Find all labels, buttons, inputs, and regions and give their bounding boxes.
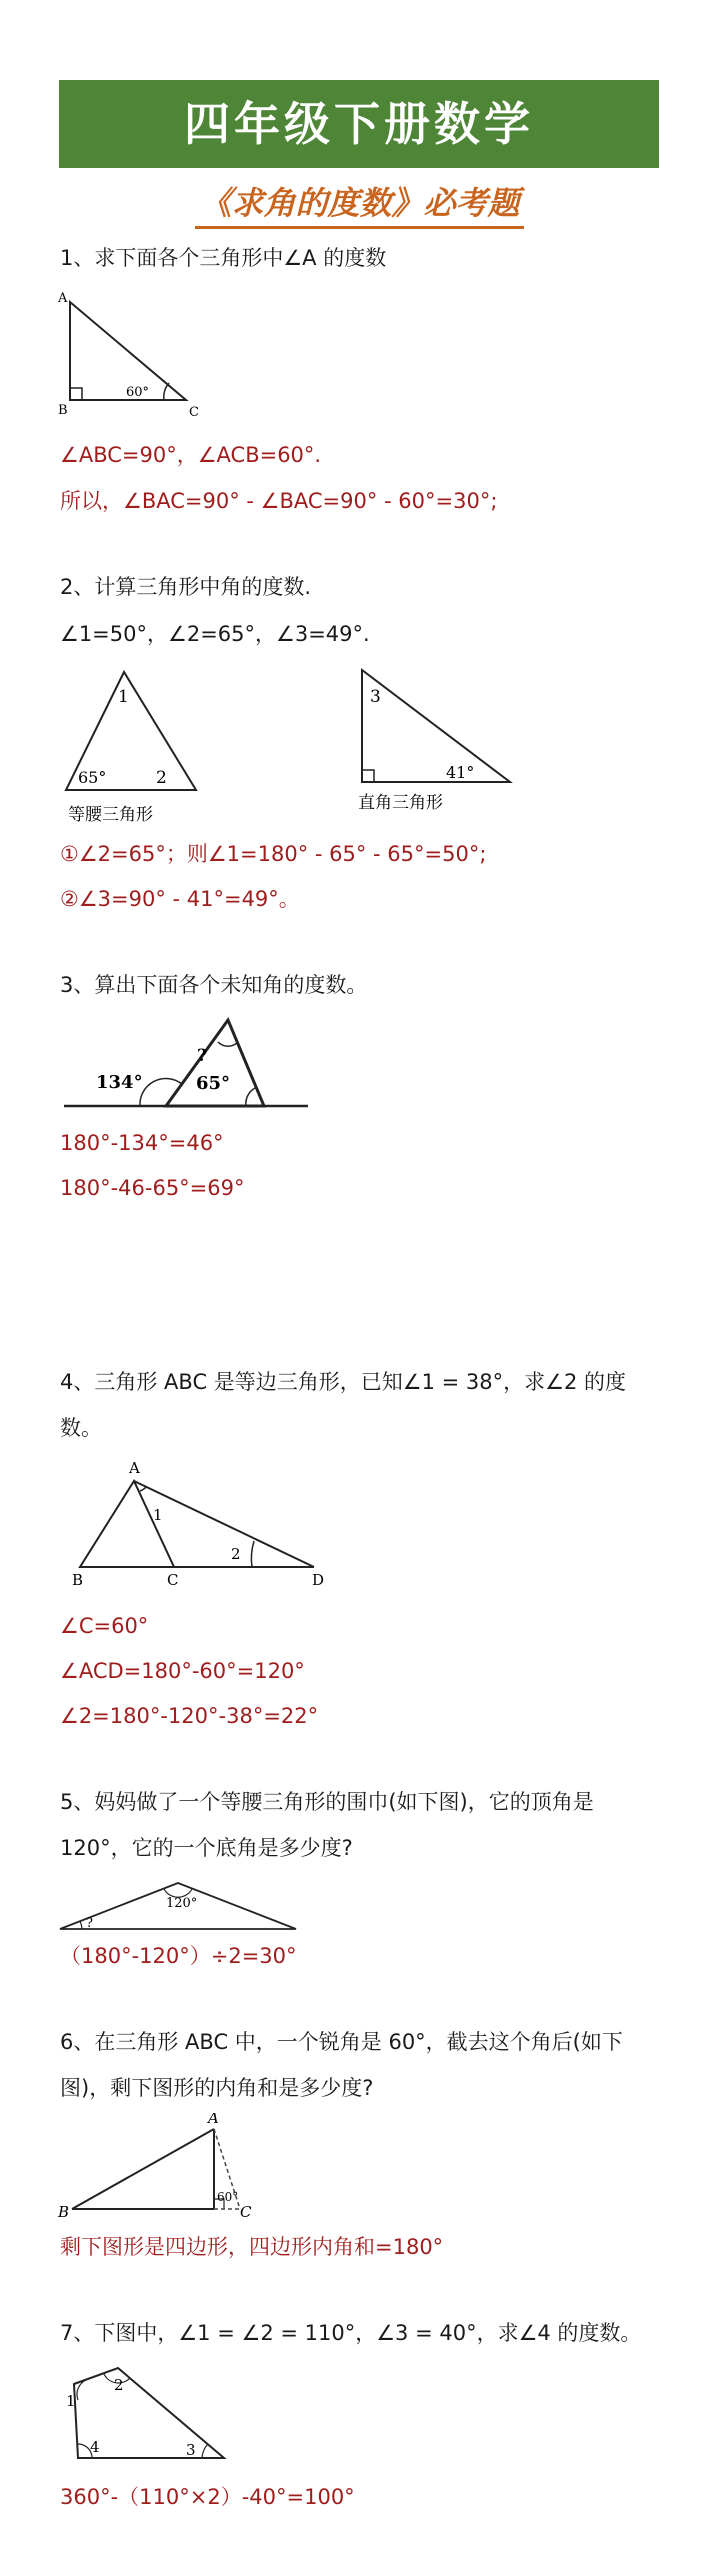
q1-label-c: C	[189, 405, 199, 418]
q7-answer-1: 360°-（110°×2）-40°=100°	[60, 2485, 355, 2509]
q5-question-line-1: 5、妈妈做了一个等腰三角形的围巾(如下图)，它的顶角是	[60, 1790, 594, 1814]
q3-question: 3、算出下面各个未知角的度数。	[60, 973, 368, 997]
q1-label-b: B	[58, 403, 68, 418]
title-banner	[59, 80, 659, 168]
q4-answer-3: ∠2=180°-120°-38°=22°	[60, 1704, 319, 1728]
q3-angle-arc	[246, 1088, 255, 1106]
q4-label-c: C	[167, 1571, 179, 1589]
q2-answer-1: ①∠2=65°；则∠1=180° - 65° - 65°=50°;	[60, 842, 487, 866]
q4-angle-1-arc	[140, 1487, 146, 1491]
q1-answer-2: 所以，∠BAC=90° - ∠BAC=90° - 60°=30°;	[60, 489, 498, 513]
q2-right-angle-mark	[362, 770, 374, 782]
q6-question-line-1: 6、在三角形 ABC 中，一个锐角是 60°，截去这个角后(如下	[60, 2030, 623, 2054]
q4-segment-ad	[134, 1481, 314, 1567]
q6-label-b: B	[58, 2203, 70, 2221]
q7-label-4: 4	[90, 2438, 100, 2456]
q4-label-1: 1	[153, 1506, 163, 1524]
q3-label-65: 65°	[196, 1073, 231, 1094]
q7-label-3: 3	[186, 2441, 196, 2459]
q1-answer-1: ∠ABC=90°，∠ACB=60°.	[60, 443, 322, 467]
q4-label-a: A	[129, 1459, 140, 1477]
q2-given: ∠1=50°，∠2=65°，∠3=49°.	[60, 622, 370, 646]
q4-figure	[56, 1455, 346, 1595]
page-title: 四年级下册数学	[184, 97, 534, 151]
q2-label-1: 1	[118, 687, 129, 707]
q2-label-65: 65°	[78, 768, 107, 787]
q5-label-apex: 120°	[166, 1896, 198, 1911]
q7-question: 7、下图中，∠1 = ∠2 = 110°，∠3 = 40°，求∠4 的度数。	[60, 2321, 642, 2345]
q2-right-triangle	[362, 670, 510, 782]
q1-label-a: A	[58, 291, 68, 306]
q2-caption-right: 直角三角形	[358, 793, 443, 813]
subtitle-text: 《求角的度数》必考题	[195, 184, 523, 229]
q2-figure-right	[350, 662, 520, 822]
q3-figure	[56, 1012, 316, 1122]
q1-figure	[56, 288, 206, 418]
q6-side-ba	[72, 2129, 214, 2209]
q1-question: 1、求下面各个三角形中∠A 的度数	[60, 246, 387, 270]
q5-answer-1: （180°-120°）÷2=30°	[60, 1944, 297, 1968]
q6-answer-1: 剩下图形是四边形，四边形内角和=180°	[60, 2235, 444, 2259]
q4-answer-2: ∠ACD=180°-60°=120°	[60, 1659, 305, 1683]
q5-figure	[56, 1873, 306, 1943]
q1-right-angle-mark	[70, 388, 82, 400]
q7-angle-3-arc	[202, 2444, 208, 2458]
q2-label-41: 41°	[446, 763, 475, 782]
subtitle	[0, 178, 719, 224]
q4-label-d: D	[312, 1571, 325, 1589]
q3-answer-1: 180°-134°=46°	[60, 1131, 224, 1155]
q6-label-60: 60°	[217, 2190, 239, 2204]
q5-question-line-2: 120°，它的一个底角是多少度?	[60, 1836, 353, 1860]
q5-base-arc	[80, 1921, 82, 1929]
q6-question-line-2: 图)，剩下图形的内角和是多少度?	[60, 2076, 374, 2100]
q5-label-unknown: ?	[86, 1916, 93, 1931]
q6-label-a: A	[208, 2113, 219, 2127]
q2-question: 2、计算三角形中角的度数.	[60, 575, 312, 599]
q4-answer-1: ∠C=60°	[60, 1614, 149, 1638]
q1-angle-label: 60°	[126, 385, 150, 400]
q6-label-c: C	[240, 2203, 252, 2221]
q4-question-line-1: 4、三角形 ABC 是等边三角形，已知∠1 = 38°，求∠2 的度	[60, 1370, 626, 1394]
q2-label-2: 2	[156, 768, 167, 788]
q3-label-134: 134°	[96, 1072, 143, 1093]
q7-label-1: 1	[66, 2392, 76, 2410]
q3-top-arc	[218, 1042, 238, 1046]
q6-figure	[56, 2113, 296, 2228]
q3-answer-2: 180°-46-65°=69°	[60, 1176, 245, 1200]
q4-label-2: 2	[231, 1545, 241, 1563]
q2-answer-2: ②∠3=90° - 41°=49°。	[60, 887, 300, 911]
q4-question-line-2: 数。	[60, 1416, 102, 1440]
q3-label-unknown: ?	[197, 1046, 207, 1066]
q2-label-3: 3	[370, 687, 381, 707]
q4-label-b: B	[72, 1571, 84, 1589]
q2-caption-isosceles: 等腰三角形	[68, 805, 153, 825]
q7-figure	[56, 2360, 236, 2470]
q7-label-2: 2	[114, 2376, 124, 2394]
q2-figure-isosceles	[56, 662, 226, 832]
q4-angle-2-arc	[251, 1541, 254, 1567]
